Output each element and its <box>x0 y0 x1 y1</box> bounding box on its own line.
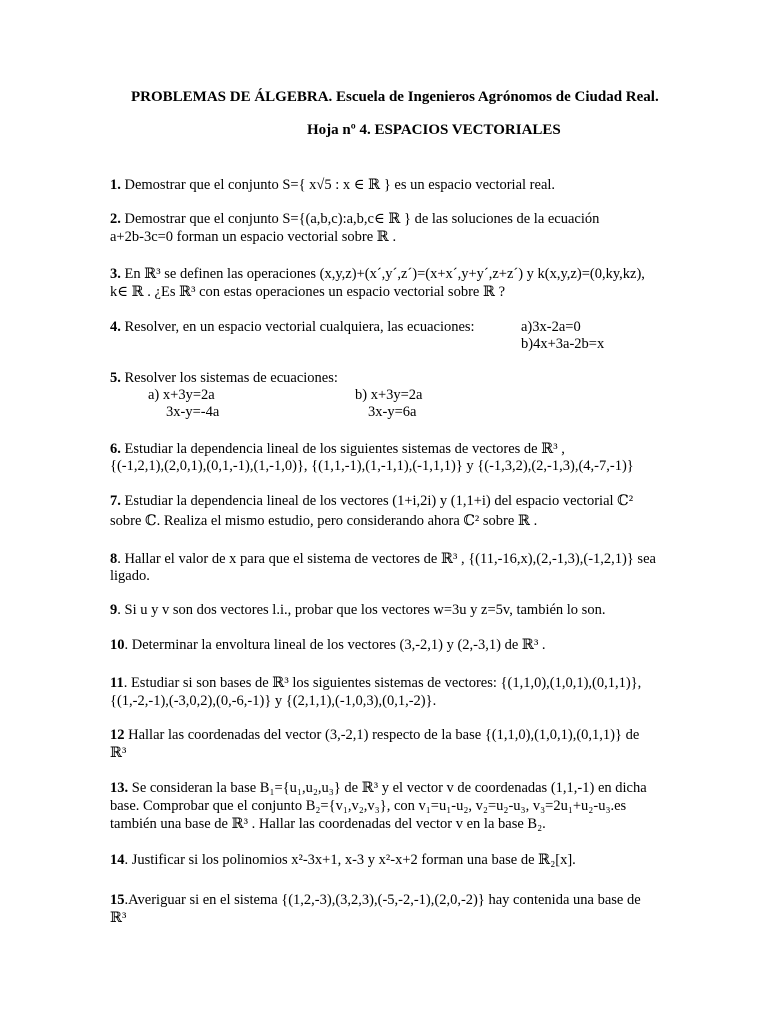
problem-number: 8 <box>110 551 118 567</box>
problem-text: Demostrar que el conjunto S={ x√5 : x ∈ ℝ } es un espacio vectorial real. <box>124 177 556 193</box>
problem-text: .Averiguar si en el sistema {(1,2,-3),(3,2,3),(-5,-2,-1),(2,0,-2)} hay contenida una base de <box>124 892 641 908</box>
problem-6-line-2: {(-1,2,1),(2,0,1),(0,1,-1),(1,-1,0)}, {(1,1,-1),(1,-1,1),(-1,1,1)} y {(-1,3,2),(2,-1,3),(4,-7,-1)} <box>110 458 634 474</box>
problem-4 <box>110 318 475 336</box>
problem-text: Demostrar que el conjunto S={(a,b,c):a,b,c∈ ℝ } de las soluciones de la ecuación <box>124 211 600 227</box>
problem-5-b-eq2: 3x-y=6a <box>368 404 417 420</box>
problem-number: 4. <box>110 319 121 335</box>
problem-number: 15 <box>110 892 125 908</box>
problem-13-line-2: base. Comprobar que el conjunto B₂={v₁,v₂,v₃}, con v₁=u₁-u₂, v₂=u₂-u₃, v₃=2u₁+u₂-u₃.es <box>110 798 627 814</box>
problem-1 <box>110 176 555 194</box>
problem-3 <box>110 265 645 283</box>
problem-7 <box>110 492 633 510</box>
problem-text: En ℝ³ se definen las operaciones (x,y,z)+(x´,y´,z´)=(x+x´,y+y´,z+z´) y k(x,y,z)=(0,ky,kz), <box>124 266 645 282</box>
problem-text: . Si u y v son dos vectores l.i., probar que los vectores w=3u y z=5v, también lo son. <box>117 602 606 618</box>
problem-number: 10 <box>110 637 125 653</box>
problem-number: 14 <box>110 852 125 868</box>
problem-number: 11 <box>110 675 124 691</box>
problem-5 <box>110 369 338 387</box>
problem-text: . Estudiar si son bases de ℝ³ los siguientes sistemas de vectores: {(1,1,0),(1,0,1),(0,1,1)}, <box>123 675 642 691</box>
problem-8 <box>110 550 656 568</box>
problem-text: . Hallar el valor de x para que el sistema de vectores de ℝ³ , {(11,-16,x),(2,-1,3),(-1,2,1)} sea <box>117 551 656 567</box>
problem-text: Resolver, en un espacio vectorial cualquiera, las ecuaciones: <box>124 319 475 335</box>
problem-14 <box>110 851 576 869</box>
problem-number: 5. <box>110 370 121 386</box>
problem-number: 7. <box>110 493 121 509</box>
problem-text: Estudiar la dependencia lineal de los siguientes sistemas de vectores de ℝ³ , <box>124 441 565 457</box>
problem-number: 6. <box>110 441 121 457</box>
problem-text: Resolver los sistemas de ecuaciones: <box>124 370 338 386</box>
problem-text: Se consideran la base B₁={u₁,u₂,u₃} de ℝ³ y el vector v de coordenadas (1,1,-1) en dicha <box>131 780 647 796</box>
problem-text: Estudiar la dependencia lineal de los vectores (1+i,2i) y (1,1+i) del espacio vectorial ℂ² <box>124 493 634 509</box>
problem-11-line-2: {(1,-2,-1),(-3,0,2),(0,-6,-1)} y {(2,1,1),(-1,0,3),(0,1,-2)}. <box>110 693 437 709</box>
problem-7-line-2: sobre ℂ. Realiza el mismo estudio, pero considerando ahora ℂ² sobre ℝ . <box>110 513 538 529</box>
problem-11 <box>110 674 641 692</box>
problem-number: 3. <box>110 266 121 282</box>
problem-13 <box>110 779 647 797</box>
problem-4-eq-a: a)3x-2a=0 <box>521 319 581 335</box>
problem-3-line-2: k∈ ℝ . ¿Es ℝ³ con estas operaciones un espacio vectorial sobre ℝ ? <box>110 284 506 300</box>
problem-text: Hallar las coordenadas del vector (3,-2,1) respecto de la base {(1,1,0),(1,0,1),(0,1,1)} de <box>128 727 640 743</box>
problem-number: 1. <box>110 177 121 193</box>
problem-number: 9 <box>110 602 118 618</box>
page-title: PROBLEMAS DE ÁLGEBRA. Escuela de Ingenieros Agrónomos de Ciudad Real. <box>131 89 659 105</box>
problem-10 <box>110 636 546 654</box>
problem-5-b-eq1: b) x+3y=2a <box>355 387 423 403</box>
problem-text: . Determinar la envoltura lineal de los vectores (3,-2,1) y (2,-3,1) de ℝ³ . <box>124 637 546 653</box>
problem-2 <box>110 210 599 228</box>
problem-text: . Justificar si los polinomios x²-3x+1, x-3 y x²-x+2 forman una base de ℝ₂[x]. <box>124 852 576 868</box>
problem-15 <box>110 891 641 909</box>
problem-5-a-eq1: a) x+3y=2a <box>148 387 215 403</box>
problem-5-a-eq2: 3x-y=-4a <box>166 404 220 420</box>
problem-15-line-2: ℝ³ <box>110 910 127 926</box>
problem-number: 2. <box>110 211 121 227</box>
page-subtitle: Hoja nº 4. ESPACIOS VECTORIALES <box>307 122 561 138</box>
problem-12-line-2: ℝ³ <box>110 745 127 761</box>
problem-2-line-2: a+2b-3c=0 forman un espacio vectorial sobre ℝ . <box>110 229 397 245</box>
problem-12 <box>110 726 639 744</box>
problem-4-eq-b: b)4x+3a-2b=x <box>521 336 605 352</box>
problem-8-line-2: ligado. <box>110 568 150 584</box>
problem-13-line-3: también una base de ℝ³ . Hallar las coordenadas del vector v en la base B₂. <box>110 816 546 832</box>
problem-number: 13. <box>110 780 129 796</box>
problem-number: 12 <box>110 727 125 743</box>
problem-9 <box>110 601 605 619</box>
problem-6 <box>110 440 565 458</box>
